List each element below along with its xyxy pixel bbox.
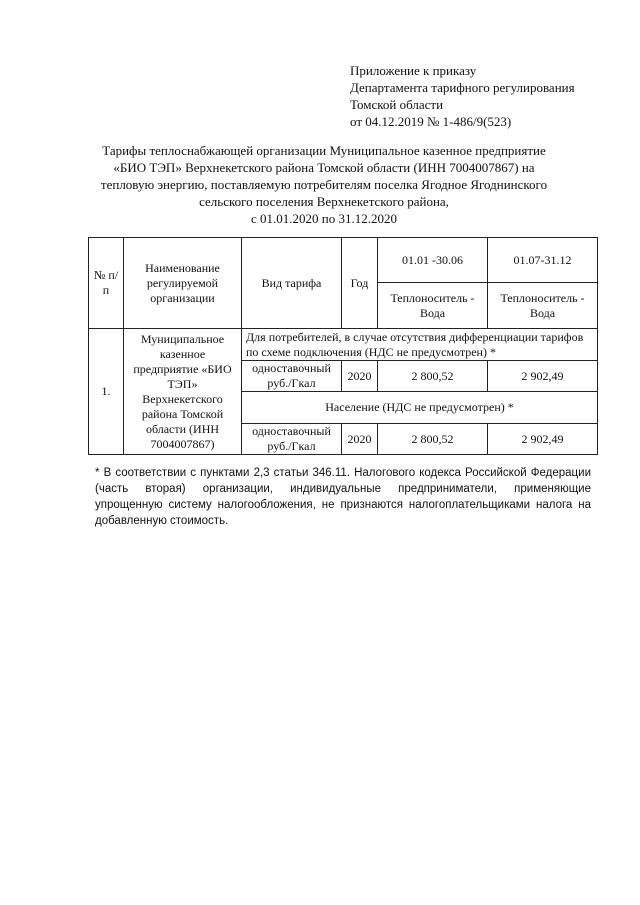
- row-organization: Муниципальное казенное предприятие «БИО ТЭП» Верхнекетского района Томской области (ИНН 7004007867): [124, 329, 242, 455]
- header-period-1: 01.01 -30.06: [378, 238, 488, 283]
- footnote: * В соответствии с пунктами 2,3 статьи 346.11. Налогового кодекса Российской Федерации (часть вторая) организации, индивидуальные предприниматели, применяющие упрощенную систему налогообложения, не признаются налогоплательщиками налога на добавленную стоимость.: [95, 467, 591, 527]
- tariff-type-cell: одноставочный руб./Гкал: [242, 424, 342, 455]
- title-period: с 01.01.2020 по 31.12.2020: [251, 211, 397, 226]
- header-year: Год: [342, 238, 378, 329]
- title-line: сельского поселения Верхнекетского района,: [199, 194, 449, 209]
- title-line: Тарифы теплоснабжающей организации Муниципальное казенное предприятие: [102, 143, 546, 158]
- value-period-2: 2 902,49: [488, 361, 598, 392]
- value-period-1: 2 800,52: [378, 424, 488, 455]
- value-period-1: 2 800,52: [378, 361, 488, 392]
- header-period-2: 01.07-31.12: [488, 238, 598, 283]
- header-carrier-2: Теплоноситель - Вода: [488, 283, 598, 329]
- appendix-line: Томской области: [350, 97, 444, 112]
- group-label-consumers: Для потребителей, в случае отсутствия дифференциации тарифов по схеме подключения (НДС не предусмотрен) *: [242, 329, 598, 361]
- appendix-header: [350, 62, 630, 130]
- tariff-type-cell: одноставочный руб./Гкал: [242, 361, 342, 392]
- header-tariff-type: Вид тарифа: [242, 238, 342, 329]
- title-line: «БИО ТЭП» Верхнекетского района Томской области (ИНН 7004007867) на: [113, 160, 535, 175]
- header-organization: Наименование регулируемой организации: [124, 238, 242, 329]
- appendix-line: Приложение к приказу: [350, 63, 477, 78]
- row-number: 1.: [89, 329, 124, 455]
- tariff-table: [88, 237, 598, 455]
- title-line: тепловую энергию, поставляемую потребителям поселка Ягодное Ягоднинского: [100, 177, 548, 192]
- year-cell: 2020: [342, 361, 378, 392]
- appendix-order-date: от 04.12.2019 № 1-486/9(523): [350, 114, 512, 129]
- appendix-line: Департамента тарифного регулирования: [350, 80, 575, 95]
- group-label-population: Население (НДС не предусмотрен) *: [242, 392, 598, 424]
- header-number: № п/п: [89, 238, 124, 329]
- header-carrier-1: Теплоноситель - Вода: [378, 283, 488, 329]
- value-period-2: 2 902,49: [488, 424, 598, 455]
- document-title: [40, 142, 608, 227]
- year-cell: 2020: [342, 424, 378, 455]
